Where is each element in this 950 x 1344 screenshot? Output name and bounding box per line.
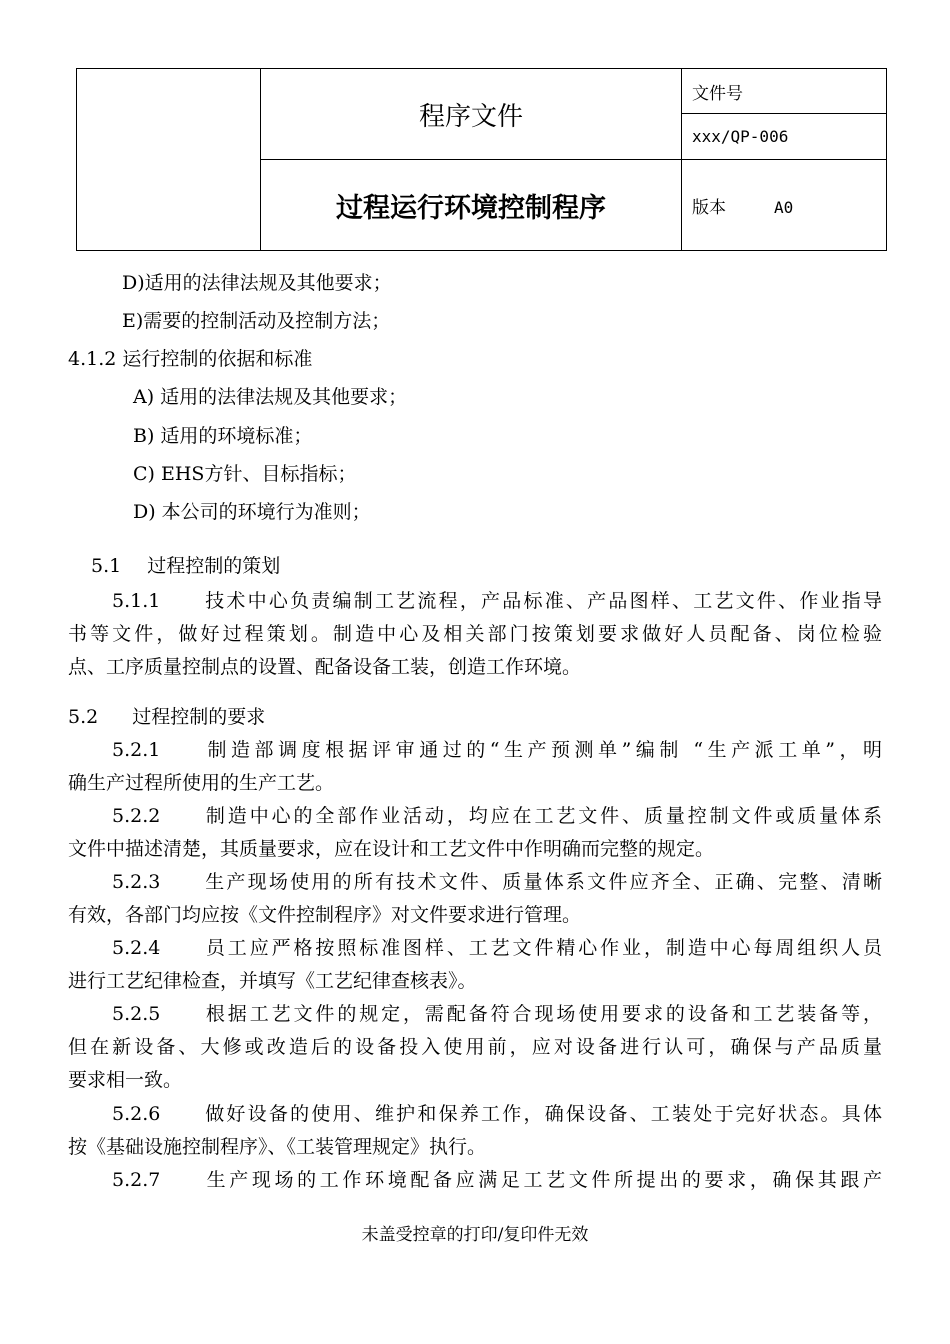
section-4-1-2-title: 4.1.2 运行控制的依据和标准 — [68, 348, 313, 370]
paragraph-first-line — [68, 870, 882, 894]
paragraph-first-line — [68, 936, 882, 960]
paragraph-line: 要求相一致。 — [68, 1069, 183, 1091]
paragraph-line: 确生产过程所使用的生产工艺。 — [68, 772, 335, 794]
list-item: B) 适用的环境标准； — [133, 425, 313, 447]
clause-number: 5.2.4 — [112, 937, 161, 959]
clause-number: 5.2.6 — [112, 1103, 161, 1125]
paragraph-text: 制造部调度根据评审通过的“生产预测单”编制 “生产派工单”，明 — [203, 739, 882, 761]
clause-number: 5.2.2 — [112, 805, 161, 827]
version-cell — [682, 160, 887, 251]
paragraph-line: 点、工序质量控制点的设置、配备设备工装，创造工作环境。 — [68, 656, 582, 678]
paragraph-text: 生产现场的工作环境配备应满足工艺文件所提出的要求，确保其跟产 — [203, 1169, 882, 1191]
doc-number-value: xxx/QP-006 — [682, 114, 887, 160]
version-label: 版本 — [692, 197, 726, 218]
list-item: C) EHS方针、目标指标； — [133, 463, 357, 485]
paragraph-first-line — [68, 804, 882, 828]
item-e: E)需要的控制活动及控制方法； — [122, 310, 391, 332]
doc-number-label: 文件号 — [682, 69, 887, 114]
clause-number: 5.1.1 — [112, 590, 161, 612]
paragraph-line: 进行工艺纪律检查，并填写《工艺纪律查核表》。 — [68, 970, 477, 992]
paragraph-first-line — [68, 1102, 882, 1126]
paragraph-first-line — [68, 589, 882, 613]
paragraph-text: 制造中心的全部作业活动，均应在工艺文件、质量控制文件或质量体系 — [203, 805, 882, 827]
paragraph-text: 技术中心负责编制工艺流程，产品标准、产品图样、工艺文件、作业指导 — [203, 590, 882, 612]
paragraph-text: 生产现场使用的所有技术文件、质量体系文件应齐全、正确、完整、清晰 — [203, 871, 882, 893]
paragraph-line: 书等文件，做好过程策划。制造中心及相关部门按策划要求做好人员配备、岗位检验 — [68, 623, 882, 645]
clause-number: 5.2.7 — [112, 1169, 161, 1191]
list-item: A) 适用的法律法规及其他要求； — [133, 386, 408, 408]
paragraph-first-line — [68, 1168, 882, 1192]
item-d: D)适用的法律法规及其他要求； — [122, 272, 392, 294]
document-header-table — [76, 68, 887, 251]
paragraph-line: 按《基础设施控制程序》、《工装管理规定》执行。 — [68, 1136, 487, 1158]
clause-number: 5.2.3 — [112, 871, 161, 893]
section-number: 5.1 — [91, 555, 122, 577]
footer-note: 未盖受控章的打印/复印件无效 — [361, 1225, 589, 1245]
procedure-title: 过程运行环境控制程序 — [261, 160, 682, 251]
paragraph-text: 根据工艺文件的规定，需配备符合现场使用要求的设备和工艺装备等， — [203, 1003, 882, 1025]
clause-number: 5.2.5 — [112, 1003, 161, 1025]
clause-number: 5.2.1 — [112, 739, 161, 761]
section-5-1-heading — [91, 554, 280, 578]
section-number: 5.2 — [68, 706, 99, 728]
section-title: 过程控制的策划 — [147, 555, 281, 577]
list-item: D) 本公司的环境行为准则； — [133, 501, 371, 523]
section-5-2-heading — [68, 705, 265, 729]
paragraph-line: 文件中描述清楚，其质量要求，应在设计和工艺文件中作明确而完整的规定。 — [68, 838, 715, 860]
paragraph-line: 有效，各部门均应按《文件控制程序》对文件要求进行管理。 — [68, 904, 582, 926]
paragraph-text: 做好设备的使用、维护和保养工作，确保设备、工装处于完好状态。具体 — [203, 1103, 882, 1125]
doc-type-title: 程序文件 — [261, 69, 682, 160]
paragraph-first-line — [68, 1002, 882, 1026]
paragraph-text: 员工应严格按照标准图样、工艺文件精心作业，制造中心每周组织人员 — [203, 937, 882, 959]
version-value: A0 — [774, 197, 794, 217]
paragraph-first-line — [68, 738, 882, 762]
paragraph-line: 但在新设备、大修或改造后的设备投入使用前，应对设备进行认可，确保与产品质量 — [68, 1036, 882, 1058]
logo-cell — [77, 69, 261, 251]
section-title: 过程控制的要求 — [132, 706, 266, 728]
